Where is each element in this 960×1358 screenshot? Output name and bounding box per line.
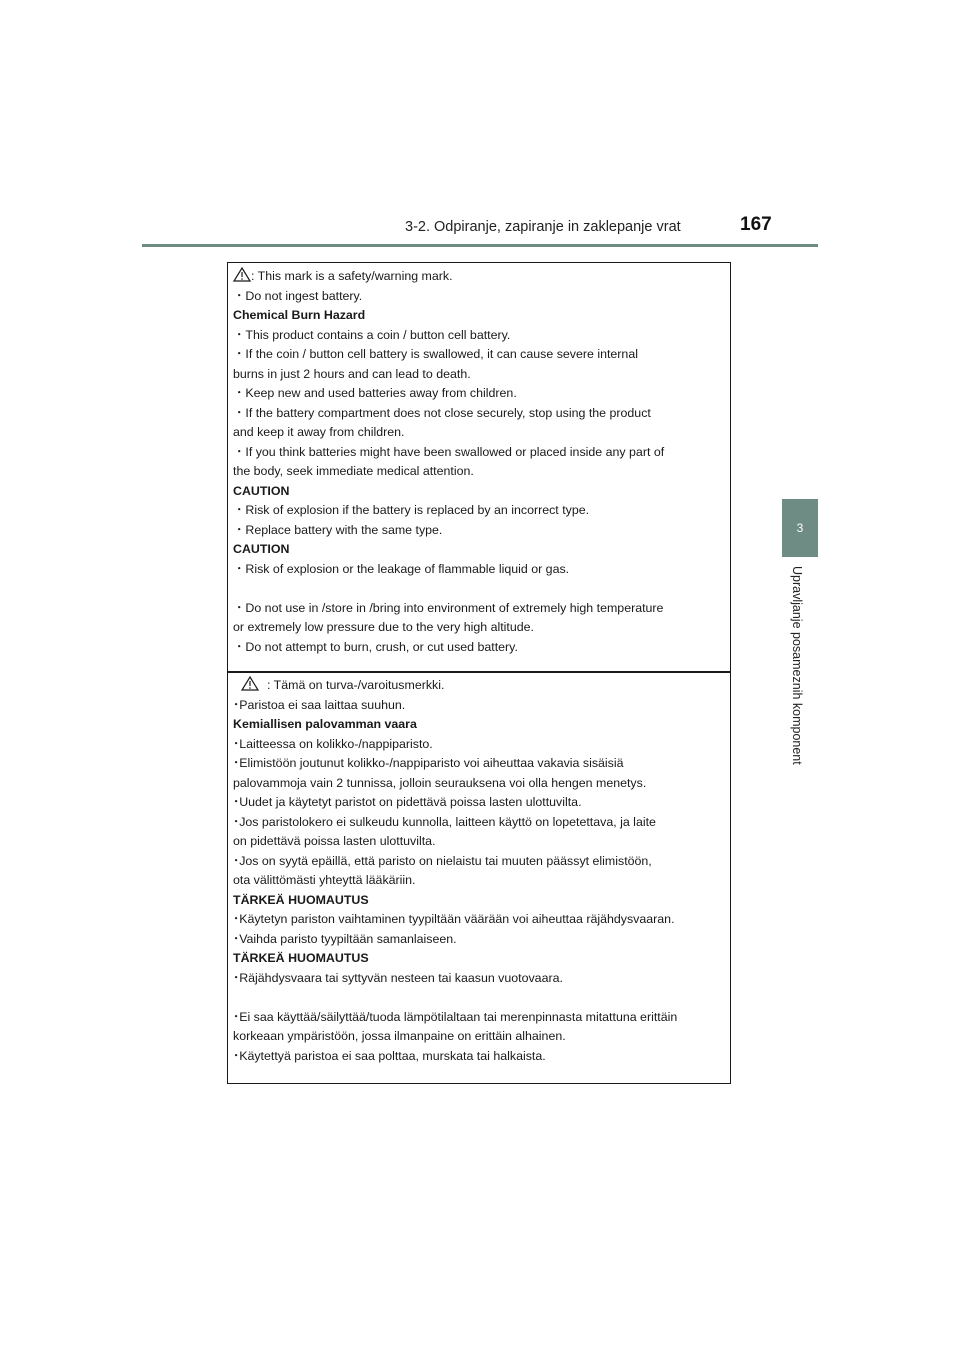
finnish-line-13: ･Vaihda paristo tyypiltään samanlaiseen. xyxy=(233,931,457,946)
finnish-line-9: ･Jos on syytä epäillä, että paristo on nielaistu tai muuten päässyt elimistöön, xyxy=(233,853,652,868)
finnish-line-3: ･Laitteessa on kolikko-/nappiparisto. xyxy=(233,736,433,751)
finnish-line-16 xyxy=(233,988,728,1008)
section-title: 3-2. Odpiranje, zapiranje in zaklepanje vrat xyxy=(405,219,681,235)
finnish-heading-notice-2: TÄRKEÄ HUOMAUTUS xyxy=(233,951,369,965)
finnish-line-4: ･Elimistöön joutunut kolikko-/nappiparisto voi aiheuttaa vakavia sisäisiä xyxy=(233,756,624,770)
header-divider xyxy=(142,244,818,247)
finnish-line-1: ･Paristoa ei saa laittaa suuhun. xyxy=(233,697,406,712)
language-divider xyxy=(228,671,730,673)
battery-warning-box xyxy=(227,262,731,1084)
finnish-line-15: ･Räjähdysvaara tai syttyvän nesteen tai kaasun vuotovaara. xyxy=(233,970,563,985)
english-line-1: ・Do not ingest battery. xyxy=(233,288,363,303)
finnish-line-5: palovammoja vain 2 tunnissa, jolloin seurauksena voi olla hengen menetys. xyxy=(233,775,647,790)
finnish-line-19: ･Käytettyä paristoa ei saa polttaa, murskata tai halkaista. xyxy=(233,1048,546,1063)
english-line-19: ・Do not attempt to burn, crush, or cut used battery. xyxy=(233,639,518,654)
page-number: 167 xyxy=(740,214,772,235)
english-heading-chemical: Chemical Burn Hazard xyxy=(233,308,366,322)
english-line-10: the body, seek immediate medical attention. xyxy=(233,464,474,478)
english-line-13: ・Replace battery with the same type. xyxy=(233,522,443,537)
finnish-warning-panel xyxy=(233,676,728,1066)
finnish-mark-text: : Tämä on turva-/varoitusmerkki. xyxy=(267,678,445,692)
finnish-line-18: korkeaan ympäristöön, jossa ilmanpaine on erittäin alhainen. xyxy=(233,1029,566,1043)
warning-triangle-icon xyxy=(241,676,259,691)
finnish-line-6: ･Uudet ja käytetyt paristot on pidettävä poissa lasten ulottuvilta. xyxy=(233,795,582,809)
english-line-15: ・Risk of explosion or the leakage of flammable liquid or gas. xyxy=(233,561,570,576)
english-mark-text: : This mark is a safety/warning mark. xyxy=(251,269,453,283)
chapter-tab: 3 xyxy=(782,499,818,557)
finnish-line-17: ･Ei saa käyttää/säilyttää/tuoda lämpötilaltaan tai merenpinnasta mitattuna erittäin xyxy=(233,1009,678,1024)
english-line-18: or extremely low pressure due to the very high altitude. xyxy=(233,620,534,634)
english-line-8: and keep it away from children. xyxy=(233,425,405,439)
finnish-line-7: ･Jos paristolokero ei sulkeudu kunnolla, laitteen käyttö on lopetettava, ja laite xyxy=(233,814,656,829)
finnish-heading-chemical: Kemiallisen palovamman vaara xyxy=(233,717,417,731)
english-heading-caution-1: CAUTION xyxy=(233,483,290,498)
finnish-line-0 xyxy=(233,676,728,696)
english-line-4: ・If the coin / button cell battery is swallowed, it can cause severe internal xyxy=(233,347,638,361)
english-line-6: ・Keep new and used batteries away from children. xyxy=(233,386,517,400)
english-line-12: ・Risk of explosion if the battery is replaced by an incorrect type. xyxy=(233,503,590,517)
finnish-line-10: ota välittömästi yhteyttä lääkäriin. xyxy=(233,873,416,887)
finnish-heading-notice-1: TÄRKEÄ HUOMAUTUS xyxy=(233,892,369,907)
english-heading-caution-2: CAUTION xyxy=(233,542,290,556)
finnish-line-8: on pidettävä poissa lasten ulottuvilta. xyxy=(233,834,436,848)
finnish-line-12: ･Käytetyn pariston vaihtaminen tyypiltään väärään voi aiheuttaa räjähdysvaaran. xyxy=(233,912,675,926)
english-line-9: ・If you think batteries might have been swallowed or placed inside any part of xyxy=(233,444,665,459)
english-line-5: burns in just 2 hours and can lead to death. xyxy=(233,366,471,381)
english-warning-panel xyxy=(233,267,728,657)
english-line-16 xyxy=(233,579,728,599)
english-line-17: ・Do not use in /store in /bring into environment of extremely high temperature xyxy=(233,600,664,615)
english-line-3: ・This product contains a coin / button cell battery. xyxy=(233,327,511,342)
english-line-7: ・If the battery compartment does not close securely, stop using the product xyxy=(233,405,651,420)
warning-triangle-icon xyxy=(233,267,251,282)
english-line-0 xyxy=(233,267,728,287)
chapter-label: Upravljanje posameznih komponent xyxy=(790,566,804,765)
